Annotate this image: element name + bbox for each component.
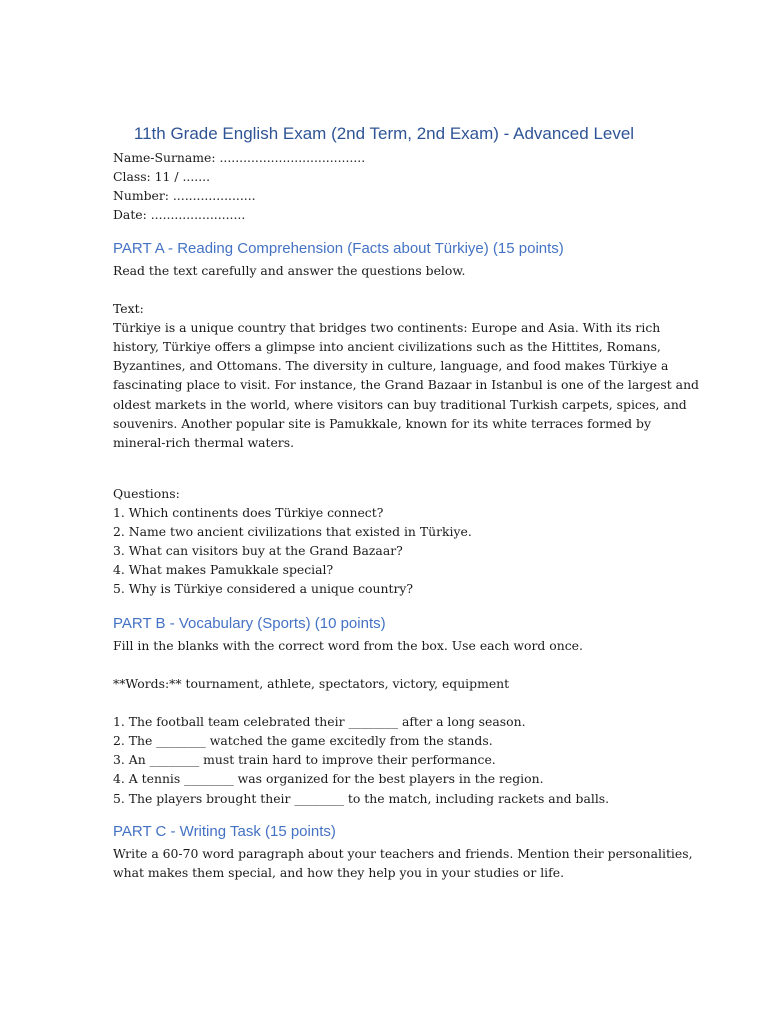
- question-item: 4. What makes Pamukkale special?: [113, 562, 334, 577]
- date-field: Date: ........................: [113, 207, 246, 222]
- question-item: 5. Why is Türkiye considered a unique country?: [113, 581, 414, 596]
- part-a-instruction: Read the text carefully and answer the questions below.: [113, 263, 466, 278]
- vocab-item: 4. A tennis ________ was organized for the best players in the region.: [113, 771, 544, 786]
- vocab-item: 3. An ________ must train hard to improve their performance.: [113, 752, 496, 767]
- part-c-instruction-line: what makes them special, and how they help you in your studies or life.: [113, 865, 565, 880]
- passage-line: history, Türkiye offers a glimpse into ancient civilizations such as the Hittites, Romans,: [113, 339, 661, 354]
- number-field: Number: .....................: [113, 188, 256, 203]
- question-item: 3. What can visitors buy at the Grand Bazaar?: [113, 543, 403, 558]
- exam-title: 11th Grade English Exam (2nd Term, 2nd Exam) - Advanced Level: [133, 124, 635, 143]
- passage-line: souvenirs. Another popular site is Pamukkale, known for its white terraces formed by: [113, 416, 651, 431]
- question-item: 2. Name two ancient civilizations that existed in Türkiye.: [113, 524, 472, 539]
- passage-line: oldest markets in the world, where visitors can buy traditional Turkish carpets, spices, and: [113, 397, 687, 412]
- text-label: Text:: [113, 301, 144, 316]
- part-b-heading: PART B - Vocabulary (Sports) (10 points): [113, 615, 386, 632]
- part-c-heading: PART C - Writing Task (15 points): [113, 823, 336, 840]
- word-box-line: **Words:** tournament, athlete, spectators, victory, equipment: [113, 676, 510, 691]
- part-a-heading: PART A - Reading Comprehension (Facts about Türkiye) (15 points): [113, 240, 564, 257]
- questions-label: Questions:: [113, 486, 180, 501]
- passage-line: Byzantines, and Ottomans. The diversity in culture, language, and food makes Türkiye a: [113, 358, 669, 373]
- question-item: 1. Which continents does Türkiye connect?: [113, 505, 384, 520]
- class-field: Class: 11 / .......: [113, 169, 211, 184]
- name-surname-field: Name-Surname: .....................................: [113, 150, 366, 165]
- vocab-item: 1. The football team celebrated their ________ after a long season.: [113, 714, 526, 729]
- vocab-item: 5. The players brought their ________ to the match, including rackets and balls.: [113, 791, 610, 806]
- passage-line: fascinating place to visit. For instance, the Grand Bazaar in Istanbul is one of the largest and: [113, 377, 699, 392]
- passage-line: Türkiye is a unique country that bridges two continents: Europe and Asia. With its rich: [113, 320, 661, 335]
- part-c-instruction-line: Write a 60-70 word paragraph about your teachers and friends. Mention their personalities,: [113, 846, 693, 861]
- part-b-instruction: Fill in the blanks with the correct word from the box. Use each word once.: [113, 638, 583, 653]
- passage-line: mineral-rich thermal waters.: [113, 435, 295, 450]
- vocab-item: 2. The ________ watched the game excitedly from the stands.: [113, 733, 493, 748]
